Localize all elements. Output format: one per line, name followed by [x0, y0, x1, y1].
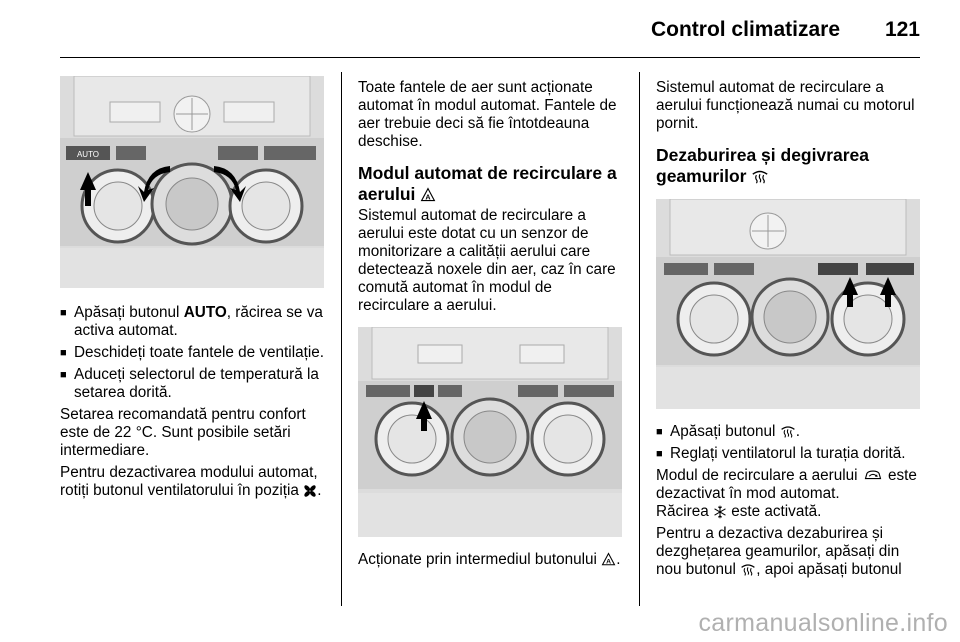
column-3: [656, 79, 924, 583]
watermark: carmanualsonline.info: [698, 609, 948, 637]
snowflake-icon: [713, 505, 727, 519]
climate-panel-figure-auto: [60, 76, 324, 288]
paragraph: Setarea recomandată pentru confort este de 22 °C. Sunt posibile setări intermediare.: [60, 406, 306, 459]
list-item: ■ Deschideți toate fantele de ventilație.: [60, 344, 328, 362]
paragraph: Modul de recirculare a aerului este dezactivat în mod automat. Răcirea este activată.: [656, 467, 917, 520]
paragraph: Toate fantele de aer sunt acționate automat în modul automat. Fantele de aer trebuie deci să fie întotdeauna deschise.: [358, 79, 617, 150]
air-quality-sensor-icon: [420, 187, 436, 203]
figure-caption: Acționate prin intermediul butonului .: [358, 551, 621, 568]
windscreen-defrost-icon: [740, 561, 756, 577]
list-item: ■ Reglați ventilatorul la turația dorită.: [656, 445, 924, 463]
air-quality-sensor-icon: [601, 552, 616, 567]
section-heading-recirculation: Modul automat de recirculare a aerului: [358, 163, 617, 204]
page-header-title: Control climatizare: [650, 18, 840, 41]
windscreen-defrost-icon: [780, 423, 796, 439]
fan-off-icon: [303, 484, 317, 498]
auto-steps-list: [60, 304, 328, 402]
svg-text:AUTO: AUTO: [76, 150, 100, 159]
header-rule: [60, 57, 920, 58]
list-item: ■ Apăsați butonul AUTO, răcirea se va activa automat.: [60, 304, 328, 340]
paragraph: Sistemul automat de recirculare a aerului este dotat cu un senzor de monitorizare a calității aerului care detectează noxele din aer, caz în care comută automat în modul de recirculare a aerului.: [358, 207, 616, 314]
defrost-steps-list: [656, 423, 924, 463]
list-item: ■ Aduceți selectorul de temperatură la setarea dorită.: [60, 366, 328, 402]
paragraph: Pentru a dezactiva dezaburirea și dezghețarea geamurilor, apăsați din nou butonul , apoi apăsați butonul: [656, 525, 902, 578]
column-divider-2: [639, 72, 640, 606]
climate-panel-figure-defrost: [656, 199, 920, 409]
paragraph: Sistemul automat de recirculare a aerului funcționează numai cu motorul pornit.: [656, 79, 915, 132]
page-number: 121: [884, 18, 920, 41]
column-1: [60, 76, 328, 504]
section-heading-defrost: Dezaburirea și degivrarea geamurilor: [656, 145, 870, 186]
column-divider-1: [341, 72, 342, 606]
column-2: [358, 79, 626, 573]
paragraph: Pentru dezactivarea modului automat, rotiți butonul ventilatorului în poziția .: [60, 464, 322, 499]
climate-panel-figure-air-quality: [358, 327, 622, 537]
recirculation-icon: [862, 468, 884, 483]
windscreen-defrost-icon: [751, 167, 769, 185]
list-item: ■ Apăsați butonul .: [656, 423, 924, 441]
